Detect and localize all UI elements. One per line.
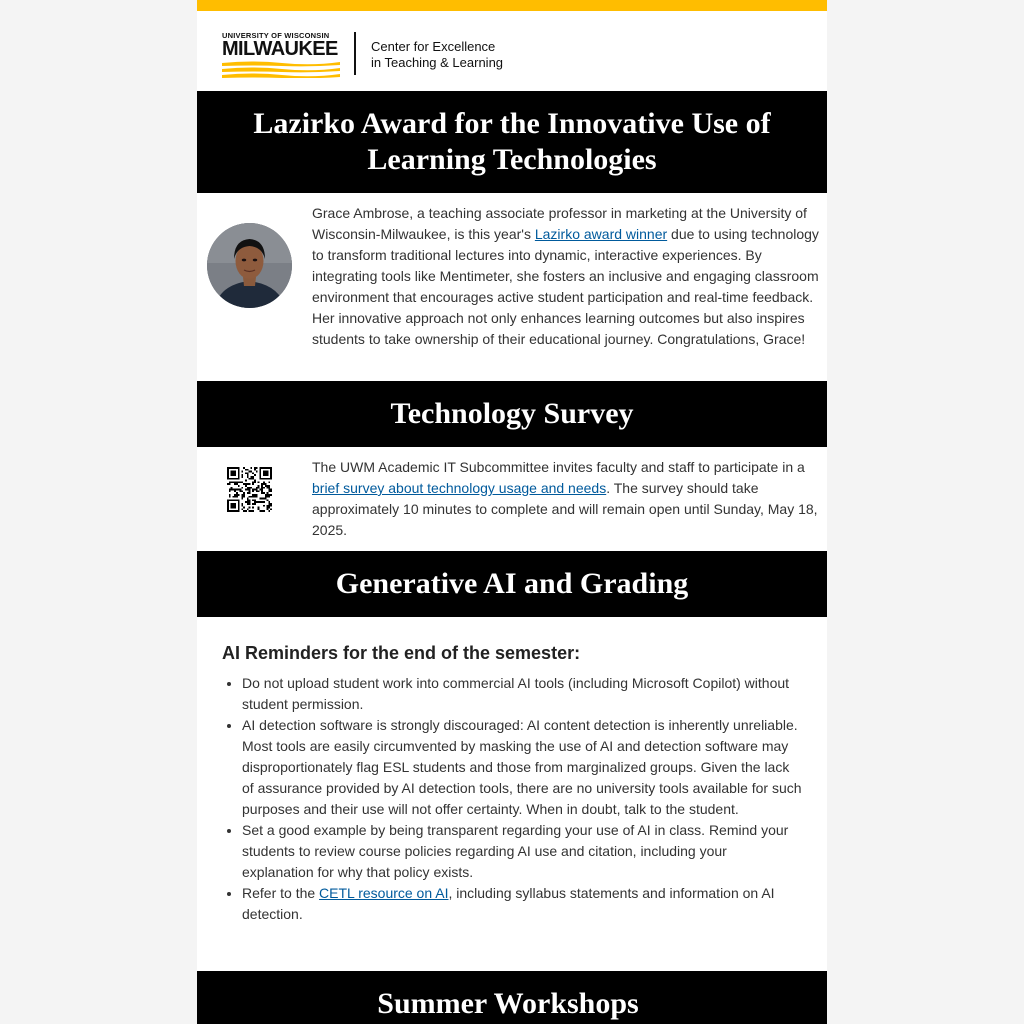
ai-reminder-list	[222, 673, 802, 925]
qr-code-icon[interactable]	[227, 467, 272, 512]
person-photo-icon	[207, 223, 292, 308]
lazirko-heading-line-1: Lazirko Award for the Innovative Use of	[253, 107, 771, 140]
header-divider	[354, 32, 356, 75]
survey-text-before: The UWM Academic IT Subcommittee invites faculty and staff to participate in a	[312, 459, 805, 475]
lazirko-section	[197, 193, 827, 381]
cetl-ai-resource-link[interactable]: CETL resource on AI	[319, 885, 449, 901]
item4-text-after: , including syllabus statements and information on AI detection.	[242, 885, 775, 922]
cetl-line-1: Center for Excellence	[371, 39, 496, 54]
ai-section	[197, 617, 827, 971]
newsletter	[197, 0, 827, 1024]
survey-section	[197, 447, 827, 551]
cetl-line-2: in Teaching & Learning	[371, 55, 504, 70]
lazirko-heading	[197, 91, 827, 193]
logo-milwaukee-text: MILWAUKEE	[222, 38, 338, 60]
uwm-logo[interactable]	[222, 32, 342, 77]
list-item: • Do not upload student work into commercial AI tools (including Microsoft Copilot) without student permission.	[242, 673, 802, 715]
lazirko-heading-line-2: Learning Technologies	[367, 143, 657, 176]
list-item	[242, 883, 802, 925]
newsletter-header	[197, 11, 827, 91]
survey-body	[312, 457, 820, 541]
list-item: • AI detection software is strongly discouraged: AI content detection is inherently unreliable. Most tools are easily circumvented by masking the use of AI and detection software may disproportionately flag ESL students and those from marginalized groups. Given the lack of assurance provided by AI detection tools, there are no university tools available for such purposes and their use will not offer certainty. When in doubt, talk to the student.	[242, 715, 802, 820]
ai-heading: Generative AI and Grading	[197, 551, 827, 617]
logo-waves-icon	[222, 60, 340, 78]
lazirko-text-before: Grace Ambrose, a teaching associate professor in marketing at the University of Wisconsin-Milwaukee, is this year's	[312, 205, 807, 242]
cetl-name	[371, 39, 503, 71]
portrait-photo	[207, 223, 292, 308]
ai-subheading: AI Reminders for the end of the semester:	[222, 643, 581, 663]
lazirko-text-after: due to using technology to transform traditional lectures into dynamic, interactive experiences. By integrating tools like Mentimeter, she fosters an inclusive and engaging classroom environment that encourages active student participation and real-time feedback. Her innovative approach not only enhances learning outcomes but also inspires students to take ownership of their educational journey. Congratulations, Grace!	[312, 226, 819, 347]
survey-text-after: . The survey should take approximately 10 minutes to complete and will remain open until Sunday, May 18, 2025.	[312, 480, 818, 538]
lazirko-award-link[interactable]: Lazirko award winner	[534, 226, 668, 242]
survey-link[interactable]: brief survey about technology usage and needs	[312, 480, 607, 496]
item4-text-before: Refer to the	[242, 885, 320, 901]
lazirko-body	[312, 203, 820, 350]
list-item: • Set a good example by being transparent regarding your use of AI in class. Remind your students to review course policies regarding AI use and citation, including your explanation for why that policy exists.	[242, 820, 802, 883]
summer-heading: Summer Workshops	[197, 971, 827, 1024]
logo-university-text: UNIVERSITY OF WISCONSIN	[222, 31, 330, 40]
survey-heading: Technology Survey	[197, 381, 827, 447]
gold-top-bar	[197, 0, 827, 11]
